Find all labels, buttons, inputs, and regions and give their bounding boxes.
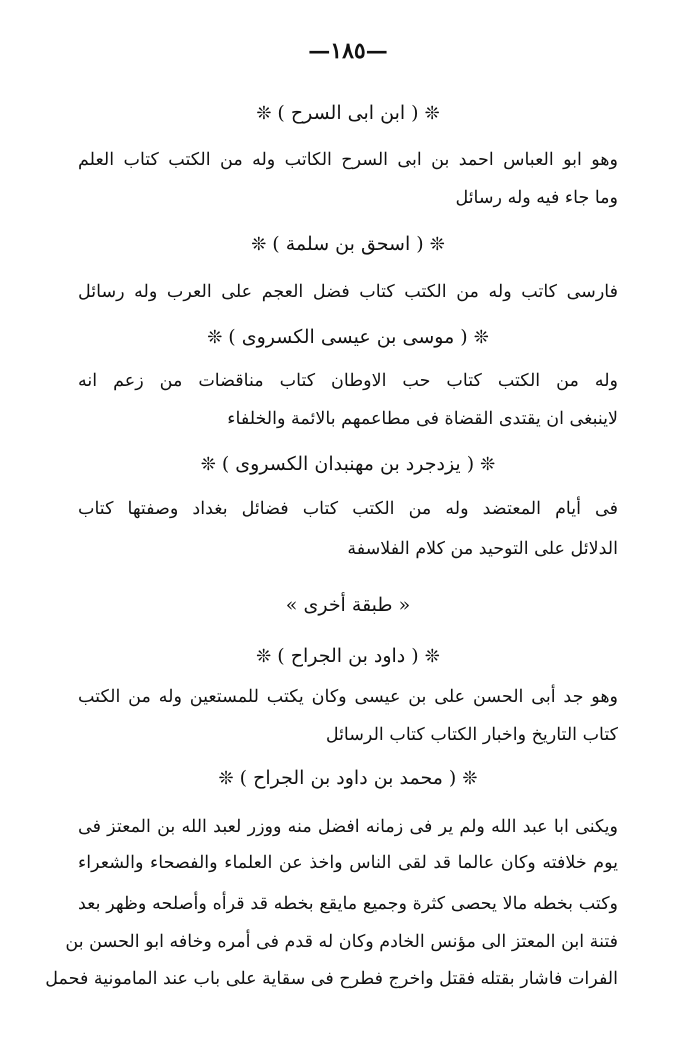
ornament-icon: ❊ bbox=[424, 646, 440, 667]
ornament-icon: ❊ bbox=[251, 234, 267, 255]
heading-text: ( اسحق بن سلمة ) bbox=[272, 233, 424, 255]
text-line: لاينبغى ان يقتدى القضاة فى مطاعمهم بالائمة والخلفاء bbox=[227, 409, 618, 429]
text-line: وما جاء فيه وله رسائل bbox=[455, 188, 618, 208]
heading-text: ( يزدجرد بن مهنبدان الكسروى ) bbox=[221, 453, 475, 475]
section-heading bbox=[0, 322, 696, 353]
text-line: ويكنى ابا عبد الله ولم ير فى زمانه افضل منه ووزر لعبد الله بن المعتز فى bbox=[78, 817, 618, 837]
section-heading bbox=[0, 763, 696, 794]
heading-text: ( داود بن الجراح ) bbox=[277, 645, 419, 667]
ornament-icon: ❊ bbox=[207, 327, 223, 348]
ornament-icon: ❊ bbox=[256, 646, 272, 667]
ornament-icon: ❊ bbox=[200, 454, 216, 475]
text-line: الدلائل على التوحيد من كلام الفلاسفة bbox=[347, 539, 618, 559]
text-line: الفرات فاشار بقتله فقتل واخرج فطرح فى سقاية على باب عند المامونية فحمل bbox=[45, 969, 618, 989]
ornament-icon: ❊ bbox=[424, 103, 440, 124]
heading-text: ( ابن ابى السرح ) bbox=[277, 102, 419, 124]
ornament-icon: ❊ bbox=[256, 103, 272, 124]
ornament-icon: ❊ bbox=[480, 454, 496, 475]
text-line: يوم خلافته وكان عالما قد لقى الناس واخذ عن العلماء والفصحاء والشعراء bbox=[78, 853, 618, 873]
heading-text: ( موسى بن عيسى الكسروى ) bbox=[228, 326, 468, 348]
text-line: وهو ابو العباس احمد بن ابى السرح الكاتب وله من الكتب كتاب العلم bbox=[78, 150, 618, 170]
section-heading bbox=[0, 449, 696, 480]
text-line: فارسى كاتب وله من الكتب كتاب فضل العجم على العرب وله رسائل bbox=[78, 282, 618, 302]
ornament-icon: ❊ bbox=[473, 327, 489, 348]
section-heading bbox=[0, 641, 696, 672]
ornament-icon: ❊ bbox=[218, 768, 234, 789]
text-line: وله من الكتب كتاب حب الاوطان كتاب مناقضات من زعم انه bbox=[78, 371, 618, 391]
ornament-icon: ❊ bbox=[462, 768, 478, 789]
page-number: —١٨٥— bbox=[308, 38, 388, 64]
ornament-icon: ❊ bbox=[429, 234, 445, 255]
text-line: وكتب بخطه مالا يحصى كثرة وجميع مايقع بخطه قد قرأه وأصلحه وظهر بعد bbox=[78, 894, 618, 914]
section-heading bbox=[0, 98, 696, 129]
text-line: كتاب التاريخ واخبار الكتاب كتاب الرسائل bbox=[325, 725, 618, 745]
text-line: وهو جد أبى الحسن على بن عيسى وكان يكتب للمستعين وله من الكتب bbox=[78, 687, 618, 707]
text-line: فى أيام المعتضد وله من الكتب كتاب فضائل بغداد وصفتها كتاب bbox=[78, 499, 618, 519]
heading-text: ( محمد بن داود بن الجراح ) bbox=[239, 767, 457, 789]
text-line: فتنة ابن المعتز الى مؤنس الخادم وكان له قدم فى أمره وخافه ابو الحسن بن bbox=[65, 932, 618, 952]
section-heading bbox=[0, 229, 696, 260]
class-heading: « طبقة أخرى » bbox=[285, 594, 411, 616]
